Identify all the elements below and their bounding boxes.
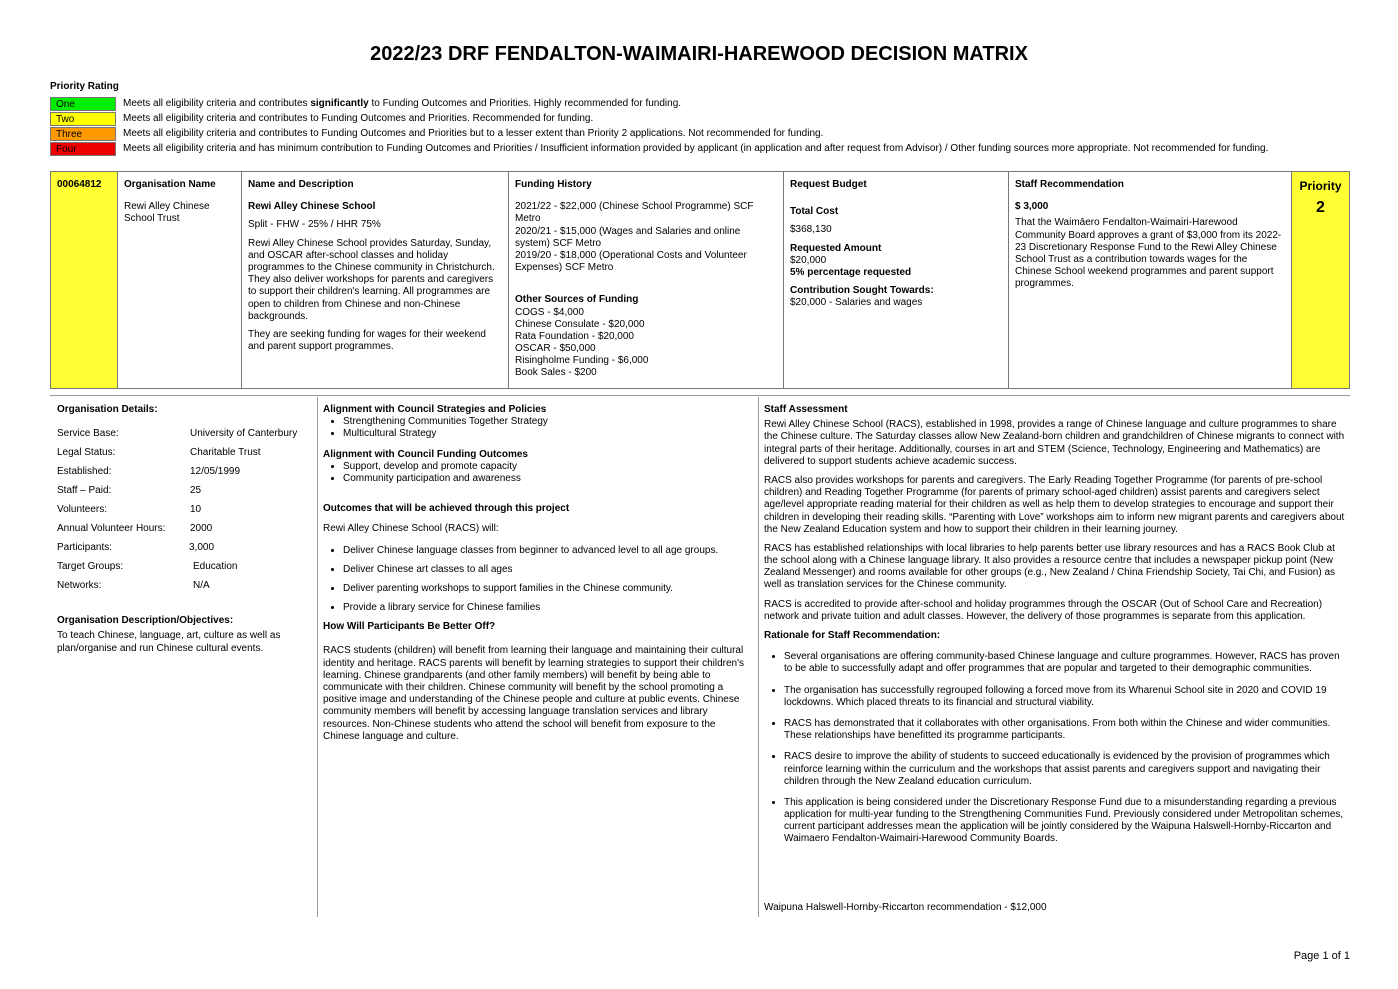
organisation-details [57,404,309,655]
detail-row-staff-paid: Staff – Paid: 25 [57,485,202,497]
contribution-value: $20,000 - Salaries and wages [790,297,923,309]
list-item: • Multicultural Strategy [343,428,753,440]
priority-level-two [50,112,1350,127]
name-description-heading: Name and Description [248,179,354,190]
funding-history-cell [509,172,784,388]
list-item: • The organisation has successfully regrouped following a forced move from its Wharenui School site in 2020 and COVID 19 lockdowns. Which placed threats to its financial and structural viability. [784,685,1346,709]
detail-row-participants: Participants: 3,000 [57,542,215,554]
priority-rating-heading: Priority Rating [50,81,119,92]
list-item: • This application is being considered under the Discretionary Response Fund due to a misunderstanding regarding a previous application for multi-year funding to the Strengthening Communities Fund. Previously considered under Metropolitan schemes, current participant addresses mean the application will be jointly considered by the Waipuna Halswell-Hornby-Riccarton and Waimaero Fendalton-Waimairi-Harewood Community Boards. [784,797,1346,846]
detail-row-service-base: Service Base: University of Canterbury [57,428,298,440]
name-description-cell [242,172,509,388]
priority-one-label: One [50,97,116,111]
priority-heading: Priority [1299,179,1342,193]
funding-history-item: 2019/20 - $18,000 (Operational Costs and Volunteer Expenses) SCF Metro [515,249,747,274]
priority-value: 2 [1316,198,1325,216]
list-item: • Community participation and awareness [343,473,753,485]
page-number: Page 1 of 1 [1293,950,1350,962]
request-budget-cell [784,172,1009,388]
priority-four-text: Meets all eligibility criteria and has minimum contribution to Funding Outcomes and Priorities / Insufficient information provided by applicant (in application and after request from Advisor) / Other funding sources more appropriate. Not recommended for funding. [123,143,1269,154]
funding-outcomes-heading: Alignment with Council Funding Outcomes [323,448,528,460]
section-divider [50,395,1350,396]
list-item: • RACS has demonstrated that it collaborates with other organisations. From both within the Chinese and wider communities. These relationships have benefitted its programme participants. [784,718,1346,742]
list-item: • Deliver Chinese language classes from beginner to advanced level to all age groups. [343,545,753,557]
other-funding-heading: Other Sources of Funding [515,294,639,306]
funding-outcomes-list [323,461,753,485]
list-item: • Several organisations are offering community-based Chinese language and culture programmes. However, RACS has proven to be able to successfully adapt and offer programmes that are popular and targeted to their demographic communities. [784,651,1346,675]
list-item: • Deliver Chinese art classes to all ages [343,564,753,576]
alignment-section [323,404,753,743]
priority-one-text: Meets all eligibility criteria and contributes significantly to Funding Outcomes and Priorities. Highly recommended for funding. [123,98,682,109]
assessment-paragraph: RACS also provides workshops for parents and caregivers. The Early Reading Together Programme (for parents of pre-school children) and Reading Together Programme (for parents of primary school-aged children) assist parents and caregivers select age/level appropriate reading material for their children as well as help them to develop strategies to encourage and support their children in developing their reading skills. “Parenting with Love” workshops aim to inform new migrant parents and caregivers about the New Zealand Education system and how to support their children in their learning journey. [764,474,1345,535]
project-name: Rewi Alley Chinese School [248,201,376,213]
request-budget-heading: Request Budget [790,179,867,190]
detail-row-volunteers: Volunteers: 10 [57,504,202,516]
project-split: Split - FHW - 25% / HHR 75% [248,219,381,231]
organisation-details-heading: Organisation Details: [57,404,158,415]
list-item: • Provide a library service for Chinese families [343,602,753,614]
other-funding-item: OSCAR - $50,000 [515,343,596,355]
detail-row-established: Established: 12/05/1999 [57,466,241,478]
list-item: • RACS desire to improve the ability of students to succeed educationally is evidenced by the provision of programmes which reinforce learning within the curriculum and the workshops that assist parents and caregivers support and navigating their children through the New Zealand education curriculum. [784,751,1346,788]
staff-recommendation-text: That the Waimāero Fendalton-Waimairi-Harewood Community Board approves a grant of $3,000 from its 2022-23 Discretionary Response Fund to the Rewi Alley Chinese School Trust as a contribution towards wages for the Chinese School weekend programmes and parent support programmes. [1015,217,1282,290]
column-divider [317,397,318,917]
detail-row-legal-status: Legal Status: Charitable Trust [57,447,261,459]
priority-two-text: Meets all eligibility criteria and contributes to Funding Outcomes and Priorities. Recommended for funding. [123,113,594,124]
assessment-paragraph: RACS has established relationships with local libraries to help parents better use library resources and has a RACS Book Club at the school along with a Chinese language library. It also provides a resource centre that includes a newspaper pickup point (New Zealand Messenger) and rooms available for other groups (e.g., New Zealand / China Friendship Society, Tai Chi, and Fusion) as well as translation services for the Chinese community. [764,542,1336,591]
application-id-cell [51,172,118,388]
application-summary-table [50,171,1350,389]
priority-three-text: Meets all eligibility criteria and contributes to Funding Outcomes and Priorities but to a lesser extent than Priority 2 applications. Not recommended for funding. [123,128,824,139]
application-id: 00064812 [57,179,102,190]
list-item: • Support, develop and promote capacity [343,461,753,473]
requested-amount-value: $20,000 [790,254,827,266]
priority-cell [1292,172,1349,388]
priority-level-one [50,97,1350,112]
assessment-paragraph: RACS is accredited to provide after-school and holiday programmes through the OSCAR (Out of School Care and Recreation) network and private tuition and adult classes. However, the delivery of those programmes is separate from this application. [764,598,1323,622]
staff-recommendation-amount: $ 3,000 [1015,201,1049,213]
priority-level-three [50,127,1350,142]
organisation-name-heading: Organisation Name [124,179,216,190]
project-description: Rewi Alley Chinese School provides Saturday, Sunday, and OSCAR after-school classes and holiday programmes to the Chinese community in Christchurch. They also deliver workshops for parents and caregivers to support their children's learning. All programmes are open to children from Chinese and non-Chinese backgrounds. [248,237,495,322]
other-funding-item: Chinese Consulate - $20,000 [515,318,645,330]
board-recommendation: Waipuna Halswell-Hornby-Riccarton recommendation - $12,000 [764,902,1047,913]
total-cost-value: $368,130 [790,224,832,236]
staff-assessment-heading: Staff Assessment [764,404,848,415]
funding-history-heading: Funding History [515,179,592,190]
staff-recommendation-cell [1009,172,1292,388]
detail-row-target-groups: Target Groups: Education [57,561,238,573]
organisation-name-cell [118,172,242,388]
rationale-heading: Rationale for Staff Recommendation: [764,630,941,641]
priority-four-label: Four [50,142,116,156]
requested-amount-label: Requested Amount [790,242,882,254]
organisation-name: Rewi Alley Chinese School Trust [124,201,210,225]
other-funding-item: Book Sales - $200 [515,367,597,379]
project-seeking: They are seeking funding for wages for their weekend and parent support programmes. [248,328,486,353]
other-funding-item: COGS - $4,000 [515,306,584,318]
other-funding-item: Risingholme Funding - $6,000 [515,355,649,367]
priority-level-four [50,142,1350,157]
funding-history-item: 2020/21 - $15,000 (Wages and Salaries and online system) SCF Metro [515,225,741,249]
page-title: 2022/23 DRF FENDALTON-WAIMAIRI-HAREWOOD DECISION MATRIX [370,43,1028,65]
project-outcomes-intro: Rewi Alley Chinese School (RACS) will: [323,523,499,535]
better-off-heading: How Will Participants Be Better Off? [323,621,496,633]
percentage-requested: 5% percentage requested [790,266,912,278]
staff-assessment [764,404,1346,855]
detail-row-volunteer-hours: Annual Volunteer Hours: 2000 [57,523,213,535]
list-item: • Deliver parenting workshops to support families in the Chinese community. [343,583,753,595]
strategies-list [323,416,753,440]
assessment-paragraph: Rewi Alley Chinese School (RACS), established in 1998, provides a range of Chinese language and culture programmes to share the Chinese culture. The Saturday classes allow New Zealand-born children and grandchildren of Chinese migrants to connect with integral parts of their heritage. Additionally, courses in art and STEM (Science, Technology, Engineering and Mathematics) are delivered to support students achieve academic success. [764,419,1345,467]
contribution-label: Contribution Sought Towards: [790,285,934,297]
priority-three-label: Three [50,127,116,141]
staff-recommendation-heading: Staff Recommendation [1015,179,1124,190]
project-outcomes-heading: Outcomes that will be achieved through this project [323,503,570,515]
project-outcomes-list [323,545,753,615]
organisation-description: To teach Chinese, language, art, culture as well as plan/organise and run Chinese cultural events. [57,630,281,654]
detail-row-networks: Networks: N/A [57,580,210,592]
priority-two-label: Two [50,112,116,126]
column-divider [758,397,759,917]
list-item: • Strengthening Communities Together Strategy [343,416,753,428]
better-off-text: RACS students (children) will benefit from learning their language and maintaining their cultural identity and heritage. RACS parents will benefit by learning strategies to support their children's learning. Chinese grandparents (and other family members) will benefit by being able to communicate with their children. Chinese community will benefit by the school promoting a positive image and understanding of the Chinese people and culture at public events. Chinese community members will benefit by accessing language translation services and library resources. Non-Chinese students who attend the school will benefit from exposure to the Chinese language and culture. [323,645,745,742]
rationale-list [764,651,1346,845]
organisation-description-heading: Organisation Description/Objectives: [57,615,234,627]
strategies-heading: Alignment with Council Strategies and Policies [323,404,547,415]
total-cost-label: Total Cost [790,206,839,218]
funding-history-item: 2021/22 - $22,000 (Chinese School Programme) SCF Metro [515,201,754,225]
other-funding-item: Rata Foundation - $20,000 [515,330,634,342]
